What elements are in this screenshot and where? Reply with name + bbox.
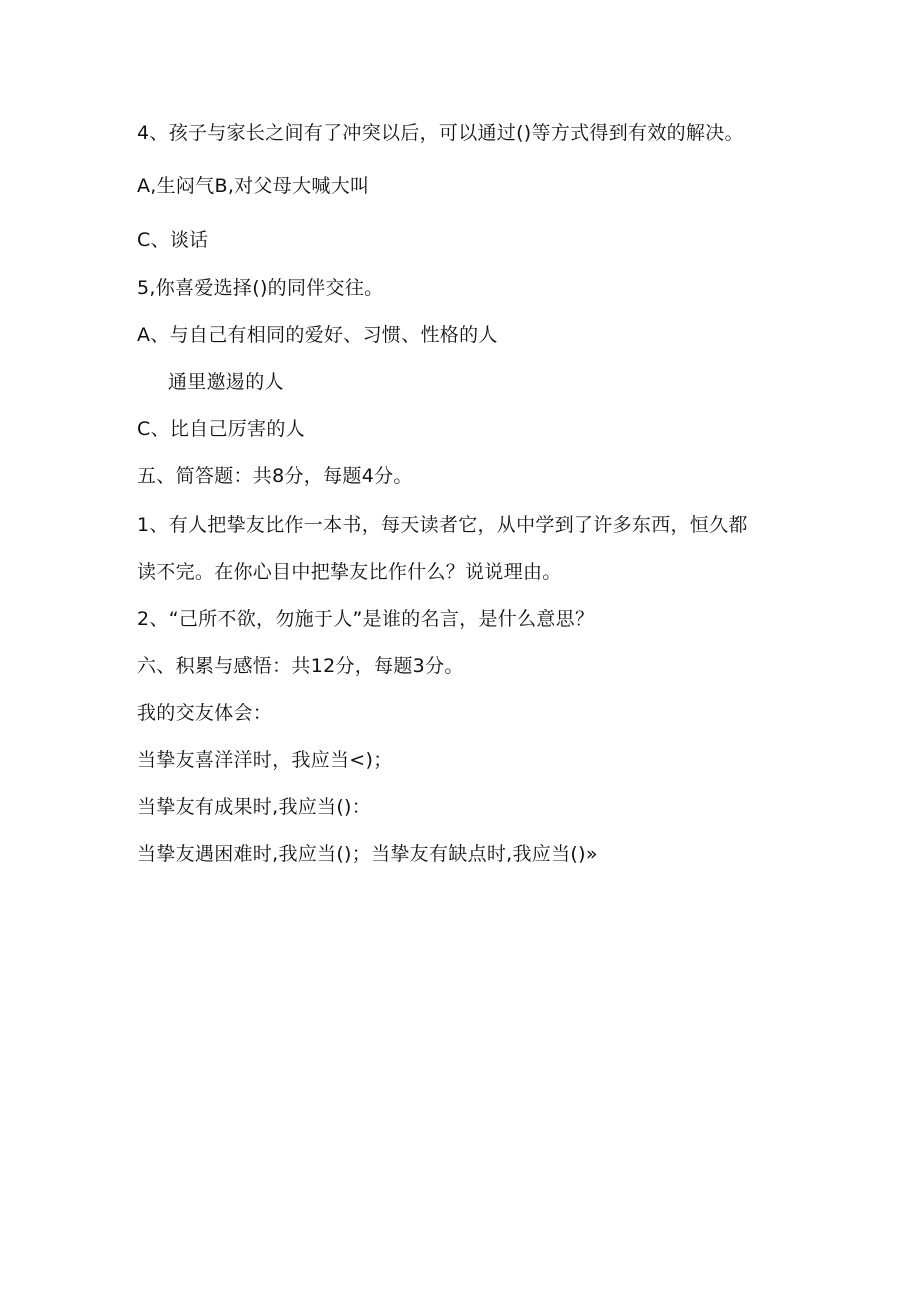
question-4-text: 4、孩子与家长之间有了冲突以后，可以通过()等方式得到有效的解决。 — [137, 122, 744, 144]
question-5-option-a: A、与自己有相同的爱好、习惯、性格的人 — [137, 324, 498, 346]
short-answer-1-line-2: 读不完。在你心目中把挚友比作什么？说说理由。 — [137, 561, 562, 583]
friendship-item-3-4: 当挚友遇困难时,我应当()；当挚友有缺点时,我应当()» — [137, 843, 598, 865]
question-4-option-c: C、谈话 — [137, 229, 209, 251]
section-5-heading: 五、简答题：共8分，每题4分。 — [137, 465, 413, 487]
question-5-option-c: C、比自己厉害的人 — [137, 418, 305, 440]
question-5-text: 5,你喜爱选择()的同伴交往。 — [137, 277, 384, 299]
question-5-option-b: 通里邀逷的人 — [168, 371, 284, 393]
section-6-heading: 六、积累与感悟：共12分，每题3分。 — [137, 655, 464, 677]
friendship-item-2: 当挚友有成果时,我应当()： — [137, 796, 372, 818]
question-4-options-ab: A,生闷气B,对父母大喊大叫 — [137, 175, 370, 197]
short-answer-2: 2、“己所不欲，勿施于人”是谁的名言，是什么意思？ — [137, 608, 595, 630]
friendship-item-1: 当挚友喜洋洋时，我应当<)； — [137, 749, 393, 771]
short-answer-1-line-1: 1、有人把挚友比作一本书，每天读者它，从中学到了许多东西，恒久都 — [137, 514, 748, 536]
friendship-experience-title: 我的交友体会： — [137, 702, 273, 724]
